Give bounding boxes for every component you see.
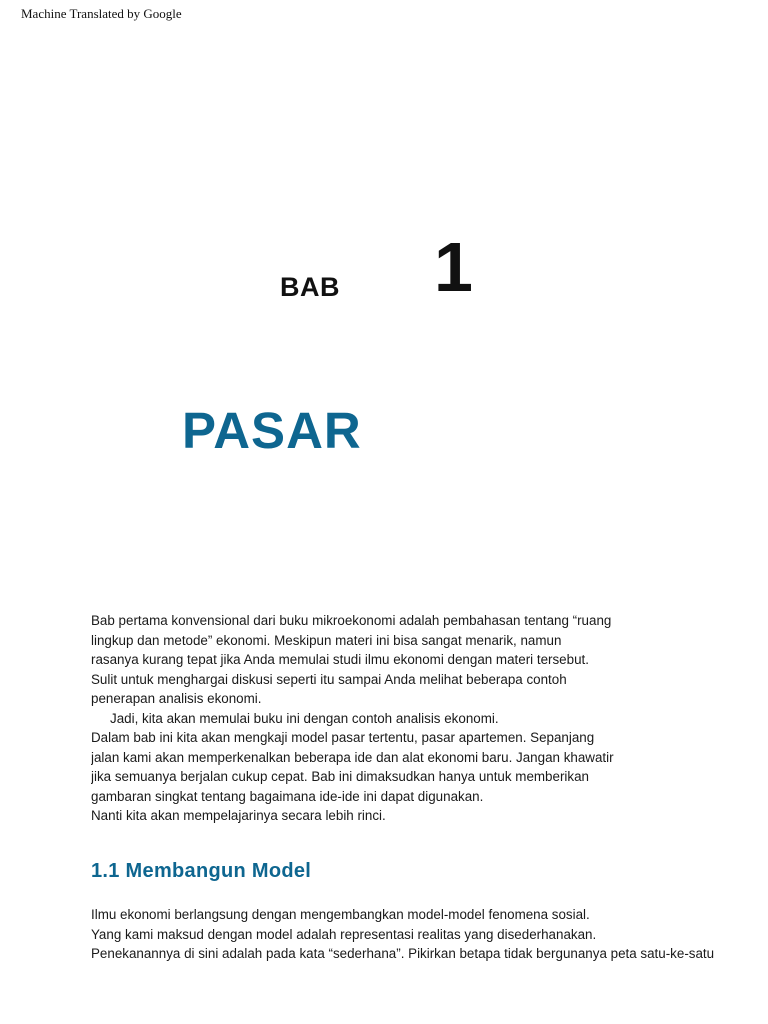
machine-translation-notice: Machine Translated by Google — [21, 6, 182, 21]
intro-line: Dalam bab ini kita akan mengkaji model pasar tertentu, pasar apartemen. Sepanjang — [91, 730, 595, 745]
section-line: Ilmu ekonomi berlangsung dengan mengembangkan model-model fenomena sosial. — [91, 907, 590, 922]
section-body — [91, 905, 768, 964]
section-heading: 1.1 Membangun Model — [91, 860, 312, 882]
intro-line: Sulit untuk menghargai diskusi seperti itu sampai Anda melihat beberapa contoh — [91, 671, 567, 687]
intro-line: Bab pertama konvensional dari buku mikroekonomi adalah pembahasan tentang “ruang — [91, 613, 612, 628]
section-line: Penekanannya di sini adalah pada kata “sederhana”. Pikirkan betapa tidak bergunanya peta satu-ke-satu — [91, 946, 715, 961]
intro-paragraphs — [91, 611, 768, 826]
intro-line: gambaran singkat tentang bagaimana ide-ide ini dapat digunakan. — [91, 788, 484, 804]
intro-line: jalan kami akan memperkenalkan beberapa ide dan alat ekonomi baru. Jangan khawatir — [91, 749, 614, 765]
intro-line: jika semuanya berjalan cukup cepat. Bab ini dimaksudkan hanya untuk memberikan — [91, 769, 589, 784]
intro-line: Nanti kita akan mempelajarinya secara lebih rinci. — [91, 808, 386, 823]
intro-line: rasanya kurang tepat jika Anda memulai studi ilmu ekonomi dengan materi tersebut. — [91, 652, 589, 667]
intro-line: penerapan analisis ekonomi. — [91, 691, 262, 706]
section-line: Yang kami maksud dengan model adalah representasi realitas yang disederhanakan. — [91, 926, 597, 942]
intro-line: Jadi, kita akan memulai buku ini dengan contoh analisis ekonomi. — [110, 710, 499, 726]
chapter-number: 1 — [434, 228, 473, 306]
chapter-title: PASAR — [182, 402, 362, 459]
chapter-label: BAB — [280, 272, 340, 302]
intro-line: lingkup dan metode” ekonomi. Meskipun materi ini bisa sangat menarik, namun — [91, 632, 562, 648]
